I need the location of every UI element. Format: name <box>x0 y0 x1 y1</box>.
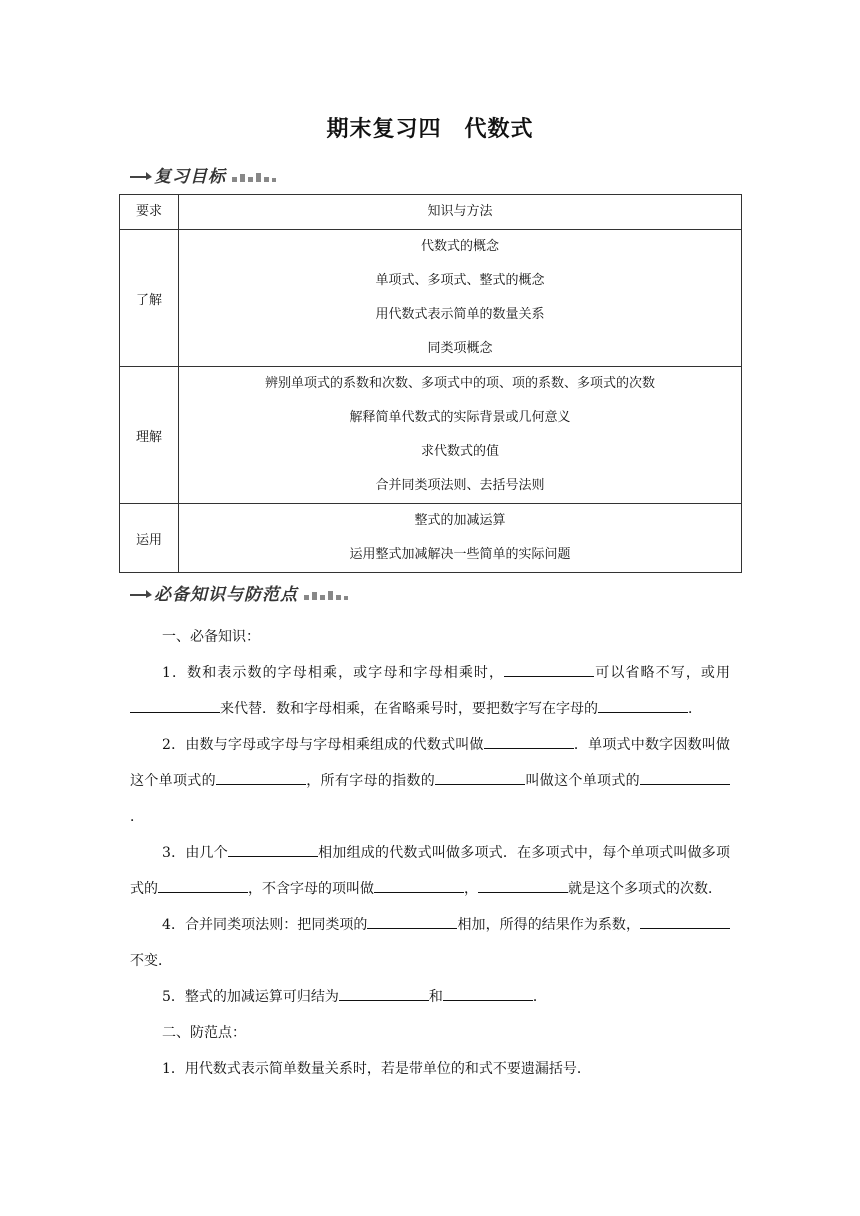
answer-blank <box>640 770 730 785</box>
list-item: 解释简单代数式的实际背景或几何意义 <box>349 410 571 425</box>
table-cell-items <box>179 230 742 367</box>
goals-table <box>119 194 742 573</box>
table-cell-items <box>179 367 742 504</box>
list-item: 代数式的概念 <box>420 239 499 254</box>
answer-blank <box>130 698 220 713</box>
list-item: 合并同类项法则、去括号法则 <box>375 478 545 493</box>
paragraph-6: 1．用代数式表示简单数量关系时，若是带单位的和式不要遗漏括号． <box>162 1061 591 1077</box>
list-item: 用代数式表示简单的数量关系 <box>375 307 545 322</box>
answer-blank <box>216 770 306 785</box>
arrow-icon <box>130 168 152 180</box>
paragraph-2: 2．由数与字母或字母与字母相乘组成的代数式叫做 ．单项式中数字因数叫做这个单项式的 ，所有字母的指数的 叫做这个单项式的． <box>130 727 730 835</box>
paragraph-5: 5．整式的加减运算可归结为 和 ． <box>130 979 730 1015</box>
table-row <box>120 230 742 367</box>
knowledge-content <box>130 619 730 1087</box>
answer-blank <box>640 914 730 929</box>
section-heading: 一、必备知识： <box>162 629 260 645</box>
paragraph-4: 4．合并同类项法则：把同类项的 相加，所得的结果作为系数，不变． <box>130 907 730 979</box>
section-banner-goals <box>130 162 276 186</box>
table-header-cell: 知识与方法 <box>179 195 742 230</box>
dots-decoration <box>304 584 348 600</box>
list-item: 同类项概念 <box>427 341 493 356</box>
answer-blank <box>374 878 464 893</box>
table-cell-req: 运用 <box>120 504 179 573</box>
answer-blank <box>158 878 248 893</box>
list-item: 整式的加减运算 <box>414 513 506 528</box>
answer-blank <box>504 662 594 677</box>
answer-blank <box>339 986 429 1001</box>
paragraph-3: 3．由几个 相加组成的代数式叫做多项式．在多项式中，每个单项式叫做多项式的 ，不含字母的项叫做 ， 就是这个多项式的次数． <box>130 835 730 907</box>
section-title: 必备知识与防范点 <box>154 584 298 605</box>
list-item: 求代数式的值 <box>420 444 499 459</box>
section-heading: 二、防范点： <box>162 1025 246 1041</box>
table-cell-req: 理解 <box>120 367 179 504</box>
answer-blank <box>228 842 318 857</box>
table-header-row <box>120 195 742 230</box>
list-item: 辨别单项式的系数和次数、多项式中的项、项的系数、多项式的次数 <box>264 376 655 391</box>
section-title: 复习目标 <box>154 166 226 187</box>
table-cell-req: 了解 <box>120 230 179 367</box>
list-item: 运用整式加减解决一些简单的实际问题 <box>349 547 571 562</box>
table-row <box>120 367 742 504</box>
answer-blank <box>367 914 457 929</box>
section-banner-knowledge <box>130 580 348 604</box>
answer-blank <box>443 986 533 1001</box>
table-cell-items <box>179 504 742 573</box>
answer-blank <box>435 770 525 785</box>
table-header-cell: 要求 <box>120 195 179 230</box>
arrow-icon <box>130 586 152 598</box>
dots-decoration <box>232 166 276 182</box>
answer-blank <box>598 698 688 713</box>
page-title: 期末复习四 代数式 <box>326 117 534 142</box>
paragraph-1: 1．数和表示数的字母相乘，或字母和字母相乘时， 可以省略不写，或用来代替．数和字母相乘，在省略乘号时，要把数字写在字母的 ． <box>130 655 730 727</box>
answer-blank <box>484 734 574 749</box>
list-item: 单项式、多项式、整式的概念 <box>375 273 545 288</box>
table-row <box>120 504 742 573</box>
answer-blank <box>478 878 568 893</box>
